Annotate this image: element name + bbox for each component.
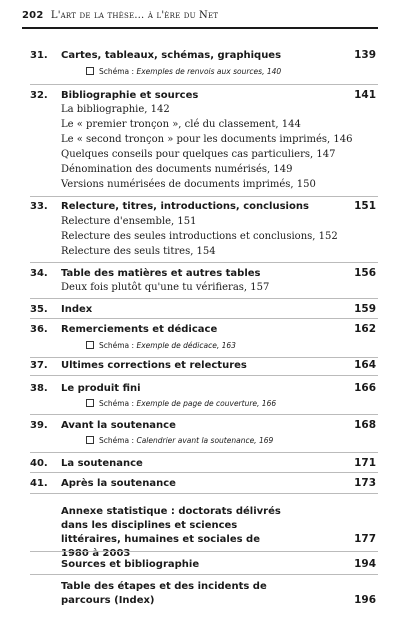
entry-number: 34.	[30, 268, 48, 279]
schema-label: Schéma :	[99, 436, 135, 445]
sub-entry: Relecture des seuls titres, 154	[61, 246, 216, 257]
entry-title: La soutenance	[61, 458, 143, 469]
entry-title: Index	[61, 304, 93, 315]
entry-page: 194	[354, 558, 376, 570]
page-number: 202	[22, 10, 44, 21]
sub-entry: Versions numérisées de documents imprimés, 150	[61, 179, 316, 190]
entry-title: Table des étapes et des incidents de parcours (Index)	[61, 581, 267, 606]
separator	[30, 452, 378, 453]
sub-entry: Quelques conseils pour quelques cas particuliers, 147	[61, 149, 336, 160]
separator	[30, 414, 378, 415]
entry-title: Annexe statistique : doctorats délivrés dans les disciplines et sciences littéraires, humaines et sociales de 1980 à 2003	[61, 506, 281, 559]
separator	[30, 196, 378, 197]
entry-number: 31.	[30, 50, 48, 61]
entry-title: Cartes, tableaux, schémas, graphiques	[61, 50, 282, 61]
running-header	[22, 10, 218, 21]
schema-label: Schéma :	[99, 399, 135, 408]
entry-title: Table des matières et autres tables	[61, 268, 261, 279]
entry-title: Avant la soutenance	[61, 420, 176, 431]
entry-page: 151	[354, 200, 376, 212]
entry-number: 41.	[30, 478, 48, 489]
schema-note	[86, 436, 273, 445]
entry-title: Sources et bibliographie	[61, 559, 200, 570]
entry-title: Le produit fini	[61, 383, 141, 394]
separator	[30, 551, 378, 552]
entry-number: 39.	[30, 420, 48, 431]
entry-number: 36.	[30, 324, 48, 335]
separator	[30, 472, 378, 473]
checkbox-icon	[86, 399, 94, 407]
header-rule	[22, 27, 378, 29]
entry-page: 164	[354, 359, 376, 371]
entry-title: Bibliographie et sources	[61, 90, 199, 101]
entry-page: 171	[354, 457, 376, 469]
entry-page: 166	[354, 382, 376, 394]
entry-title: Remerciements et dédicace	[61, 324, 218, 335]
schema-label: Schéma :	[99, 341, 135, 350]
schema-note	[86, 67, 281, 76]
entry-title: Après la soutenance	[61, 478, 176, 489]
entry-number: 38.	[30, 383, 48, 394]
schema-note	[86, 341, 236, 350]
entry-page: 139	[354, 49, 376, 61]
entry-page: 173	[354, 477, 376, 489]
separator	[30, 262, 378, 263]
checkbox-icon	[86, 436, 94, 444]
entry-page: 177	[354, 533, 376, 545]
sub-entry: Relecture d'ensemble, 151	[61, 216, 197, 227]
sub-entry: Dénomination des documents numérisés, 149	[61, 164, 293, 175]
entry-page: 196	[354, 594, 376, 606]
sub-entry: La bibliographie, 142	[61, 104, 170, 115]
entry-page: 159	[354, 303, 376, 315]
separator	[30, 357, 378, 358]
schema-text: Exemple de page de couverture, 166	[136, 399, 277, 408]
entry-page: 141	[354, 89, 376, 101]
entry-number: 33.	[30, 201, 48, 212]
checkbox-icon	[86, 341, 94, 349]
sub-entry: Le « premier tronçon », clé du classement, 144	[61, 119, 301, 130]
entry-title: Relecture, titres, introductions, conclusions	[61, 201, 309, 212]
schema-note	[86, 399, 276, 408]
entry-number: 40.	[30, 458, 48, 469]
separator	[30, 298, 378, 299]
schema-text: Calendrier avant la soutenance, 169	[136, 436, 274, 445]
sub-entry: Le « second tronçon » pour les documents imprimés, 146	[61, 134, 353, 145]
schema-label: Schéma :	[99, 67, 135, 76]
separator	[30, 493, 378, 494]
separator	[30, 574, 378, 575]
running-title: L'art de la thèse… à l'ère du Net	[50, 10, 219, 21]
sub-entry: Deux fois plutôt qu'une tu vérifieras, 157	[61, 282, 270, 293]
checkbox-icon	[86, 67, 94, 75]
entry-page: 156	[354, 267, 376, 279]
entry-page: 168	[354, 419, 376, 431]
entry-number: 37.	[30, 360, 48, 371]
schema-text: Exemples de renvois aux sources, 140	[136, 67, 282, 76]
entry-page: 162	[354, 323, 376, 335]
entry-title: Ultimes corrections et relectures	[61, 360, 247, 371]
sub-entry: Relecture des seules introductions et conclusions, 152	[61, 231, 338, 242]
separator	[30, 84, 378, 85]
separator	[30, 318, 378, 319]
entry-number: 32.	[30, 90, 48, 101]
separator	[30, 375, 378, 376]
entry-number: 35.	[30, 304, 48, 315]
schema-text: Exemple de dédicace, 163	[136, 341, 236, 350]
